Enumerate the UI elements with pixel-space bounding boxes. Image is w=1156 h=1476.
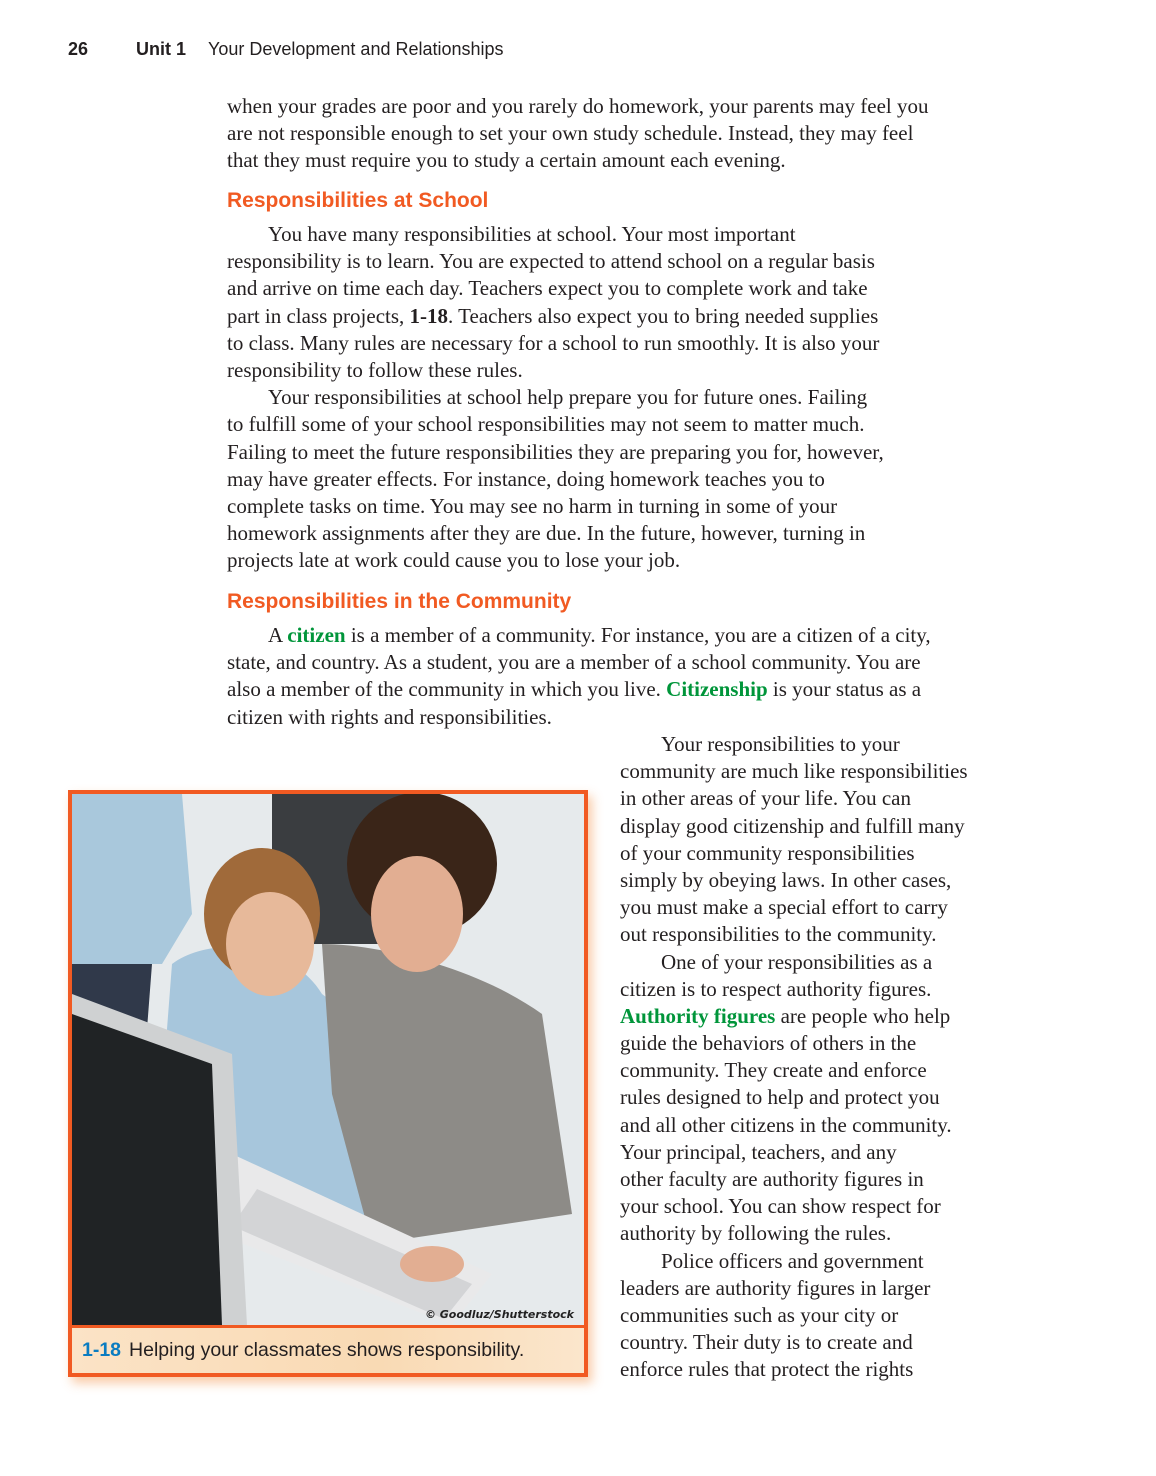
text-line: authority by following the rules. xyxy=(620,1221,892,1246)
key-term: citizen xyxy=(287,623,346,647)
figure-caption xyxy=(72,1328,584,1373)
text-line: guide the behaviors of others in the xyxy=(620,1031,917,1056)
text-line: Failing to meet the future responsibilities they are preparing you for, however, xyxy=(227,439,884,464)
text-line: are not responsible enough to set your own study schedule. Instead, they may feel xyxy=(227,121,914,146)
text-segment: is a member of a community. For instance, you are a citizen of a city, xyxy=(345,623,931,647)
heading-community: Responsibilities in the Community xyxy=(227,590,572,613)
unit-label: Unit 1 xyxy=(136,39,187,59)
text-line: responsibility to follow these rules. xyxy=(227,357,523,382)
text-line: complete tasks on time. You may see no harm in turning in some of your xyxy=(227,493,838,518)
text-line: You have many responsibilities at school. Your most important xyxy=(268,222,796,246)
students-at-computer-photo xyxy=(72,794,584,1325)
text-line: of your community responsibilities xyxy=(620,840,915,865)
text-segment: part in class projects, xyxy=(227,303,410,328)
text-segment: A xyxy=(268,623,288,647)
page-number: 26 xyxy=(68,39,89,59)
key-term: Citizenship xyxy=(666,677,768,702)
text-line: and all other citizens in the community. xyxy=(620,1112,952,1137)
text-line xyxy=(227,676,931,703)
figure-reference: 1-18 xyxy=(409,303,449,328)
text-line: projects late at work could cause you to lose your job. xyxy=(227,548,681,573)
text-line: enforce rules that protect the rights xyxy=(620,1357,914,1382)
text-line: when your grades are poor and you rarely do homework, your parents may feel you xyxy=(227,94,929,118)
text-line xyxy=(227,303,884,330)
text-segment: . Teachers also expect you to bring needed supplies xyxy=(448,303,879,328)
text-line: other faculty are authority figures in xyxy=(620,1167,924,1191)
school-section xyxy=(227,221,884,574)
text-line: Your principal, teachers, and any xyxy=(620,1139,897,1164)
text-line: simply by obeying laws. In other cases, xyxy=(620,867,952,892)
text-line: responsibility is to learn. You are expected to attend school on a regular basis xyxy=(227,249,875,274)
heading-school: Responsibilities at School xyxy=(227,189,489,212)
text-line: display good citizenship and fulfill many xyxy=(620,813,965,838)
figure-number: 1-18 xyxy=(82,1339,122,1361)
text-line xyxy=(227,622,931,649)
text-line: country. Their duty is to create and xyxy=(620,1330,913,1355)
text-line: community are much like responsibilities xyxy=(620,759,968,784)
community-section xyxy=(227,622,931,731)
text-line: rules designed to help and protect you xyxy=(620,1085,940,1110)
text-line: in other areas of your life. You can xyxy=(620,786,912,811)
key-term: Authority figures xyxy=(620,1003,776,1028)
text-line: to fulfill some of your school responsibilities may not seem to matter much. xyxy=(227,412,865,437)
text-line: citizen is to respect authority figures. xyxy=(620,976,932,1001)
text-segment: also a member of the community in which you live. xyxy=(227,677,667,702)
text-line: out responsibilities to the community. xyxy=(620,922,937,947)
right-column-text xyxy=(620,731,968,1384)
text-line: citizen with rights and responsibilities. xyxy=(227,704,552,729)
text-line: may have greater effects. For instance, doing homework teaches you to xyxy=(227,466,825,491)
text-line: to class. Many rules are necessary for a school to run smoothly. It is also your xyxy=(227,330,880,355)
text-line xyxy=(620,1003,968,1030)
text-line: homework assignments after they are due. In the future, however, turning in xyxy=(227,521,866,546)
text-line: leaders are authority figures in larger xyxy=(620,1275,931,1300)
text-line: and arrive on time each day. Teachers expect you to complete work and take xyxy=(227,276,868,301)
figure-1-18 xyxy=(68,790,588,1377)
intro-paragraph xyxy=(227,93,929,175)
photo-credit: © Goodluz/Shutterstock xyxy=(424,1308,574,1321)
text-line: Your responsibilities to your xyxy=(661,732,900,756)
text-segment: are people who help xyxy=(775,1003,951,1028)
unit-title: Your Development and Relationships xyxy=(208,39,504,59)
photo-illustration xyxy=(72,794,584,1325)
text-line: that they must require you to study a certain amount each evening. xyxy=(227,148,786,173)
text-line: Police officers and government xyxy=(661,1248,924,1273)
text-segment: is your status as a xyxy=(767,677,922,702)
text-line: Your responsibilities at school help prepare you for future ones. Failing xyxy=(268,385,868,410)
text-line: state, and country. As a student, you are a member of a school community. You are xyxy=(227,650,921,675)
text-line: communities such as your city or xyxy=(620,1302,899,1327)
text-line: your school. You can show respect for xyxy=(620,1194,941,1219)
text-line: One of your responsibilities as a xyxy=(661,949,933,974)
text-line: you must make a special effort to carry xyxy=(620,895,948,920)
caption-text: Helping your classmates shows responsibility. xyxy=(129,1339,525,1361)
text-line: community. They create and enforce xyxy=(620,1058,927,1083)
